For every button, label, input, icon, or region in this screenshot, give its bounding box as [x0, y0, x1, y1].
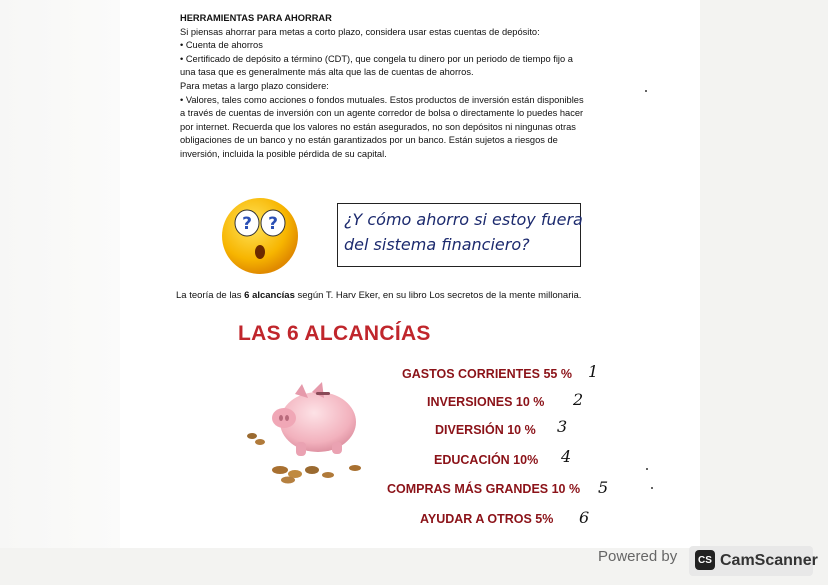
question-line-1: ¿Y cómo ahorro si estoy fuera — [344, 210, 583, 229]
text-line: • Cuenta de ahorros — [180, 40, 263, 51]
handwritten-number: 2 — [573, 390, 584, 409]
savings-jar-item: INVERSIONES 10 % — [427, 395, 545, 409]
section-heading: HERRAMIENTAS PARA AHORRAR — [180, 13, 332, 23]
theory-text-end: según T. Harv Eker, en su libro Los secretos de la mente millonaria. — [294, 290, 582, 301]
text-line: obligaciones de un banco y no están garantizados por un banco. Están sujetos a riesgos de — [180, 135, 558, 146]
text-line: inversión, incluida la posible pérdida de su capital. — [180, 148, 387, 159]
text-line: a través de cuentas de inversión con un agente corredor de bolsa o directamente lo puedes hacer — [180, 108, 584, 119]
text-line: • Valores, tales como acciones o fondos mutuales. Estos productos de inversión están disponibles — [180, 94, 584, 105]
savings-tools-text — [180, 12, 620, 162]
piggy-bank-icon — [240, 380, 370, 490]
text-line: Si piensas ahorrar para metas a corto plazo, considera usar estas cuentas de depósito: — [180, 26, 540, 37]
scan-speck — [646, 468, 648, 470]
handwritten-number: 3 — [557, 417, 568, 436]
handwritten-number: 1 — [588, 362, 599, 381]
theory-text-start: La teoría de las — [176, 290, 245, 301]
handwritten-number: 5 — [598, 478, 609, 497]
text-line: una tasa que es generalmente más alta que las de cuentas de ahorros. — [180, 67, 474, 78]
scan-margin — [0, 0, 120, 548]
text-line: • Certificado de depósito a término (CDT), que congela tu dinero por un periodo de tiempo fijo a — [180, 53, 573, 64]
savings-jar-item: AYUDAR A OTROS 5% — [420, 512, 554, 526]
svg-text:?: ? — [242, 214, 252, 234]
camscanner-logo-icon: CS — [695, 550, 715, 570]
scan-speck — [651, 487, 653, 489]
handwritten-number: 6 — [579, 508, 590, 527]
scan-speck — [645, 90, 647, 92]
savings-jar-item: EDUCACIÓN 10% — [434, 453, 539, 467]
camscanner-brand: CamScanner — [720, 552, 818, 569]
infographic-title: LAS 6 ALCANCÍAS — [238, 322, 431, 345]
theory-sentence — [176, 290, 581, 301]
handwritten-number: 4 — [561, 447, 572, 466]
surprised-face-icon — [220, 196, 300, 276]
text-line: Para metas a largo plazo considere: — [180, 80, 329, 91]
question-line-2: del sistema financiero? — [344, 235, 530, 254]
savings-jar-item: DIVERSIÓN 10 % — [435, 423, 536, 437]
theory-emphasis: 6 alcancías — [244, 290, 295, 301]
svg-text:?: ? — [268, 214, 278, 234]
savings-jar-item: GASTOS CORRIENTES 55 % — [402, 367, 572, 381]
question-box — [337, 203, 581, 267]
powered-by-label: Powered by — [598, 548, 678, 565]
savings-jar-item: COMPRAS MÁS GRANDES 10 % — [387, 482, 581, 496]
text-line: por internet. Recuerda que los valores no están asegurados, no son depósitos ni ningunas otras — [180, 121, 576, 132]
